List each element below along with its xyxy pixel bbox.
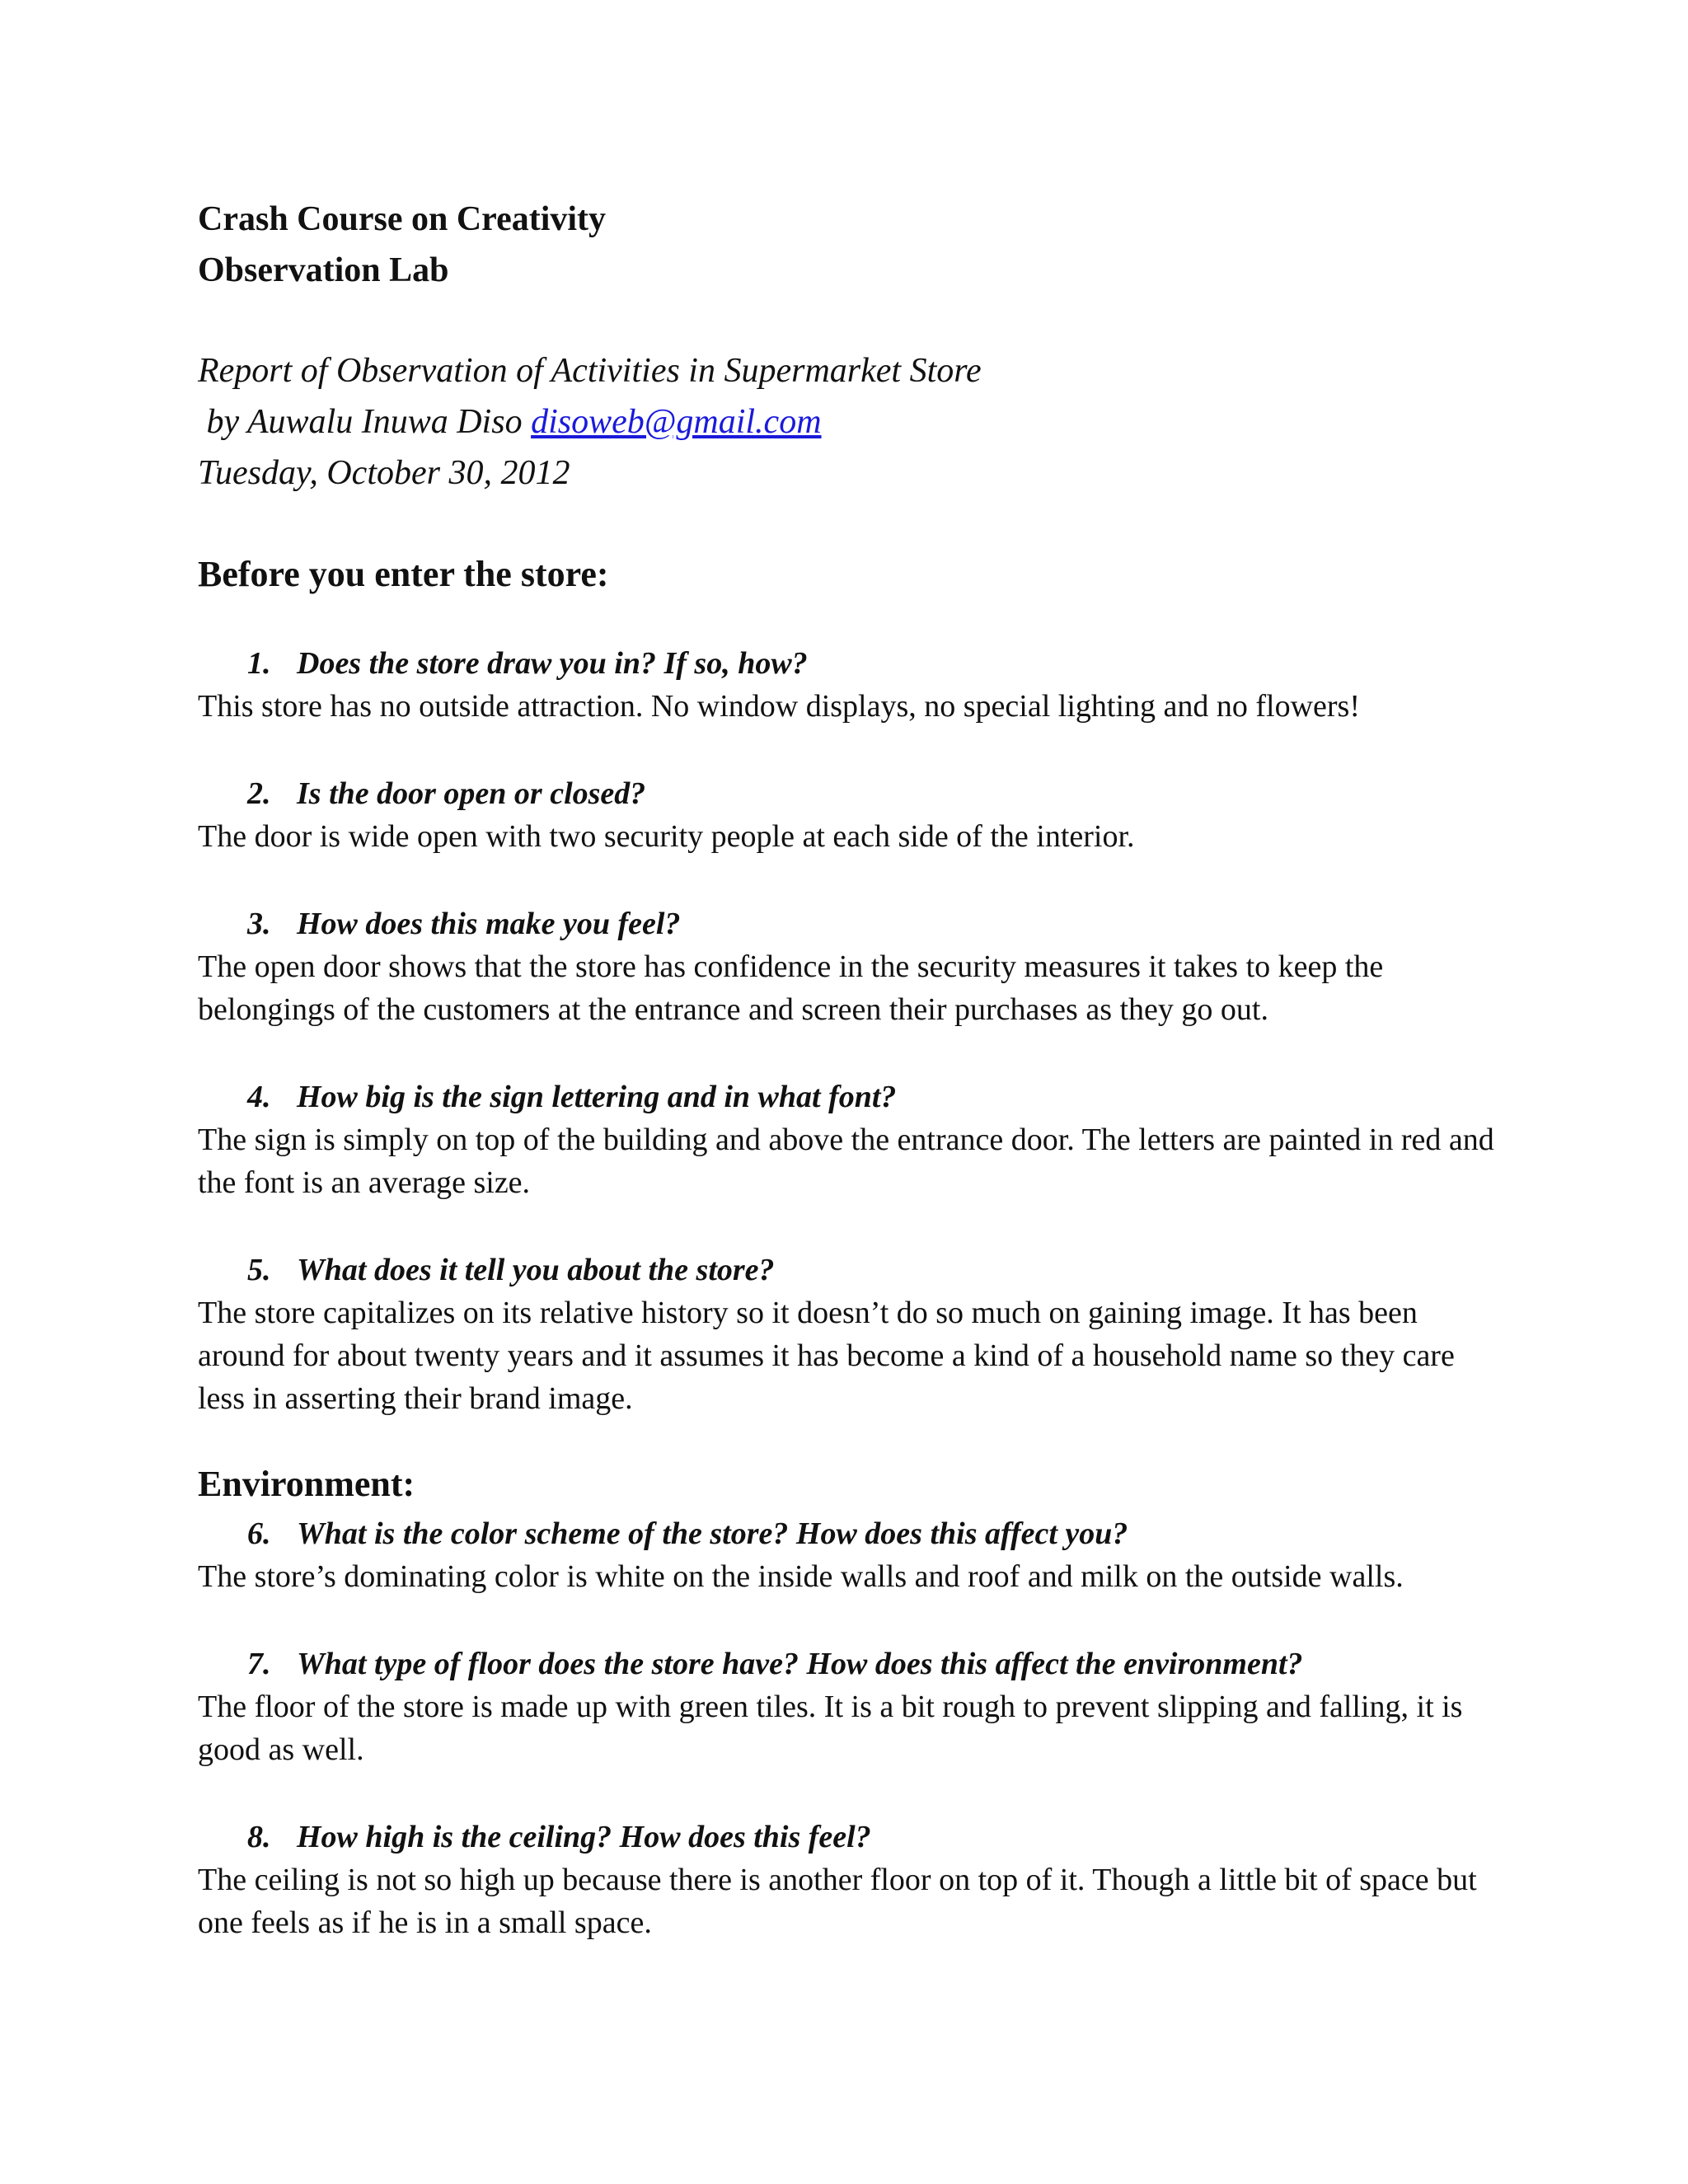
answer: The ceiling is not so high up because there is another floor on top of it. Though a little bit of space but one feels as if he is in a small space.	[198, 1863, 1477, 1940]
qa-item	[198, 1076, 1500, 1204]
question-number: 3.	[247, 907, 271, 941]
question-number: 6.	[247, 1516, 271, 1551]
qa-item	[198, 1249, 1500, 1420]
document-page	[198, 194, 1500, 1944]
qa-item	[198, 902, 1500, 1031]
question-text: What is the color scheme of the store? How does this affect you?	[297, 1516, 1128, 1551]
section-environment	[198, 1460, 1500, 1944]
question-number: 8.	[247, 1820, 271, 1854]
section-heading: Before you enter the store:	[198, 554, 609, 594]
section-heading: Environment:	[198, 1464, 415, 1504]
question-text: How big is the sign lettering and in what font?	[297, 1080, 897, 1114]
qa-item	[198, 1512, 1500, 1598]
email-link[interactable]: disoweb@gmail.com	[531, 403, 822, 441]
report-title: Report of Observation of Activities in Supermarket Store	[198, 352, 982, 390]
question-text: What does it tell you about the store?	[297, 1253, 775, 1287]
question-text: Is the door open or closed?	[297, 776, 646, 811]
answer: The door is wide open with two security people at each side of the interior.	[198, 819, 1135, 854]
question	[198, 772, 1500, 815]
question-number: 1.	[247, 646, 271, 681]
qa-item	[198, 772, 1500, 858]
question-text: Does the store draw you in? If so, how?	[297, 646, 808, 681]
answer: This store has no outside attraction. No window displays, no special lighting and no flowers!	[198, 689, 1360, 724]
document-subtitle: Observation Lab	[198, 251, 449, 289]
answer: The store capitalizes on its relative history so it doesn’t do so much on gaining image. It has been around for about twenty years and it assumes it has become a kind of a household name so they care less in asserting their brand image.	[198, 1296, 1455, 1416]
report-info	[198, 345, 1500, 499]
answer: The store’s dominating color is white on the inside walls and roof and milk on the outside walls.	[198, 1559, 1404, 1594]
question	[198, 1816, 1500, 1858]
report-author-line	[198, 396, 1500, 448]
section-before-entering	[198, 550, 1500, 1420]
answer: The floor of the store is made up with green tiles. It is a bit rough to prevent slipping and falling, it is good as well.	[198, 1690, 1463, 1767]
question-number: 4.	[247, 1080, 271, 1114]
question	[198, 642, 1500, 685]
document-title: Crash Course on Creativity	[198, 200, 607, 238]
question	[198, 1076, 1500, 1118]
qa-item	[198, 642, 1500, 728]
question	[198, 1643, 1500, 1685]
qa-item	[198, 1643, 1500, 1771]
report-date: Tuesday, October 30, 2012	[198, 454, 570, 492]
question	[198, 1249, 1500, 1291]
answer: The sign is simply on top of the building and above the entrance door. The letters are painted in red and the font is an average size.	[198, 1122, 1494, 1200]
answer: The open door shows that the store has confidence in the security measures it takes to keep the belongings of the customers at the entrance and screen their purchases as they go out.	[198, 949, 1384, 1027]
question-text: What type of floor does the store have? How does this affect the environment?	[297, 1647, 1303, 1681]
question-number: 5.	[247, 1253, 271, 1287]
question-number: 2.	[247, 776, 271, 811]
report-author: by Auwalu Inuwa Diso	[198, 403, 532, 441]
question-text: How high is the ceiling? How does this feel?	[297, 1820, 871, 1854]
qa-item	[198, 1816, 1500, 1944]
question	[198, 1512, 1500, 1555]
question-number: 7.	[247, 1647, 271, 1681]
question	[198, 902, 1500, 945]
question-text: How does this make you feel?	[297, 907, 681, 941]
